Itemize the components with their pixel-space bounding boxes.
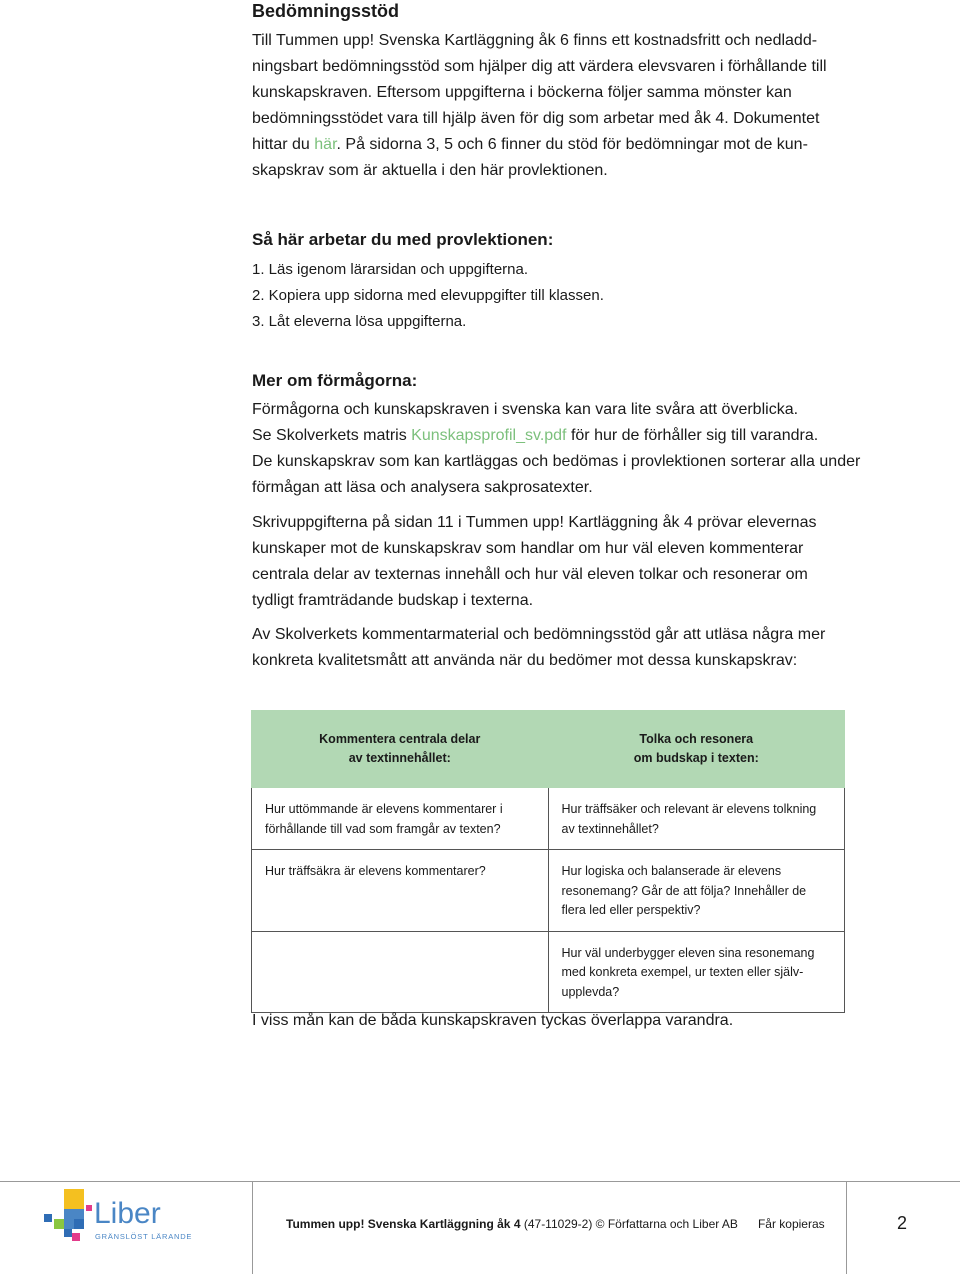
table-cell: Hur logiska och balanserade är elevens resonemang? Går de att följa? Innehåller de flera led eller perspektiv? — [548, 850, 845, 932]
step-2: 2. Kopiera upp sidorna med elevuppgifter till klassen. — [252, 287, 604, 304]
table-row — [252, 931, 845, 1013]
table-cell: Hur träffsäker och relevant är elevens tolkning av textinnehållet? — [548, 788, 845, 850]
page-number: 2 — [897, 1213, 908, 1233]
intro-text-1: Till Tummen upp! Svenska Kartläggning åk 6 finns ett kostnadsfritt och nedladd-ningsbart bedömningsstöd som hjälper dig att värdera elevsvaren i förhållande till kunskapskraven. Eftersom uppgifterna i böckerna följer samma mönster kan bedömningsstödet vara till hjälp även för dig som arbetar med åk 4. Dokumentet hittar du — [252, 32, 827, 153]
logo-tagline: GRÄNSLÖST LÄRANDE — [95, 1232, 193, 1241]
footer-copyright: © Författarna och Liber AB — [595, 1217, 738, 1231]
step-3: 3. Låt eleverna lösa uppgifterna. — [252, 313, 467, 330]
table-cell: Hur väl underbygger eleven sina resonemang med konkreta exempel, ur texten eller själv-upplevda? — [548, 931, 845, 1013]
abilities-rest: De kunskapskrav som kan kartläggas och bedömas i provlektionen sorterar alla under förmågan att läsa och analysera sakprosatexter. — [252, 453, 861, 496]
table-cell — [252, 931, 549, 1013]
footer-isbn: (47-11029-2) — [523, 1217, 593, 1231]
criteria-table — [251, 710, 845, 1013]
footer-divider — [0, 1181, 960, 1182]
abilities-heading: Mer om förmågorna: — [252, 371, 418, 390]
header-interpret: Tolka och resonera om budskap i texten: — [548, 711, 845, 788]
table-cell: Hur träffsäkra är elevens kommentarer? — [252, 850, 549, 932]
page-heading: Bedömningsstöd — [252, 1, 399, 21]
work-heading: Så här arbetar du med provlektionen: — [252, 230, 554, 249]
table-row — [252, 788, 845, 850]
abilities-see: Se Skolverkets matris — [252, 427, 412, 444]
step-1: 1. Läs igenom lärarsidan och uppgifterna. — [252, 261, 529, 278]
abilities-line-1: Förmågorna och kunskapskraven i svenska kan vara lite svåra att överblicka. — [252, 401, 799, 418]
abilities-paragraph-1 — [252, 397, 862, 501]
footer-divider-right — [846, 1181, 847, 1274]
here-link[interactable]: här — [314, 136, 337, 153]
intro-paragraph — [252, 28, 852, 184]
footer-copy-note: Får kopieras — [757, 1217, 825, 1231]
header-comment: Kommentera centrala delar av textinnehållet: — [252, 711, 549, 788]
abilities-paragraph-3: Av Skolverkets kommentarmaterial och bedömningsstöd går att utläsa några mer konkreta kvalitetsmått att använda när du bedömer mot dessa kunskapskrav: — [252, 626, 826, 669]
work-steps — [252, 257, 604, 335]
abilities-paragraph-2: Skrivuppgifterna på sidan 11 i Tummen upp! Kartläggning åk 4 prövar elevernas kunskaper mot de kunskapskrav som handlar om hur väl eleven kommenterar centrala delar av texternas innehåll och hur väl eleven tolkar och resonerar om tydligt framträdande budskap i texterna. — [252, 514, 817, 609]
table-cell: Hur uttömmande är elevens kommentarer i förhållande till vad som framgår av texten? — [252, 788, 549, 850]
logo-name: Liber — [94, 1197, 161, 1230]
table-row — [252, 850, 845, 932]
footer-title: Tummen upp! Svenska Kartläggning åk 4 — [286, 1217, 521, 1231]
kunskapsprofil-link[interactable]: Kunskapsprofil_sv.pdf — [411, 427, 567, 444]
intro-text-2: . På sidorna 3, 5 och 6 finner du stöd för bedömningar mot de kun-skapskrav som är aktuella i den här provlektionen. — [252, 136, 808, 179]
closing-text: I viss mån kan de båda kunskapskraven tyckas överlappa varandra. — [252, 1012, 734, 1029]
abilities-relation: för hur de förhåller sig till varandra. — [566, 427, 819, 444]
footer-text — [286, 1215, 825, 1233]
footer-divider-left — [252, 1181, 253, 1274]
